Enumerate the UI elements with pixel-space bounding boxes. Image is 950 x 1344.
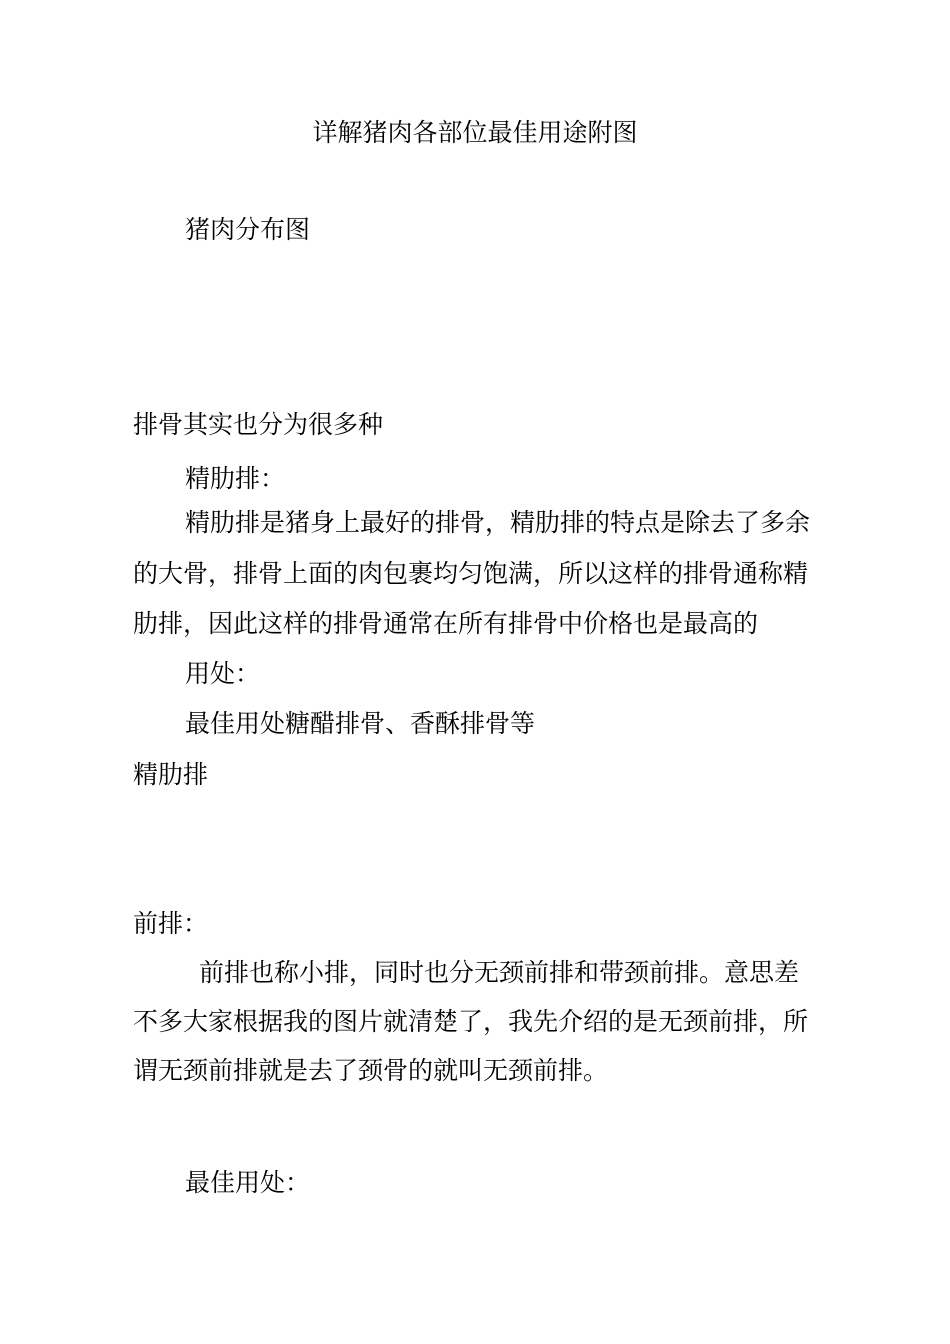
front-ribs-desc-line-2: 不多大家根据我的图片就清楚了，我先介绍的是无颈前排，所 xyxy=(133,1007,809,1036)
lean-ribs-desc-line-1: 精肋排是猪身上最好的排骨，精肋排的特点是除去了多余 xyxy=(185,508,811,537)
lean-ribs-use-label: 用处： xyxy=(185,659,261,688)
front-ribs-desc-line-1: 前排也称小排，同时也分无颈前排和带颈前排。意思差 xyxy=(199,958,800,987)
lean-ribs-caption: 精肋排 xyxy=(133,760,209,789)
lean-ribs-heading: 精肋排： xyxy=(185,464,286,493)
ribs-intro-text: 排骨其实也分为很多种 xyxy=(133,410,384,439)
front-ribs-best-use-label: 最佳用处： xyxy=(185,1168,311,1197)
lean-ribs-desc-line-3: 肋排，因此这样的排骨通常在所有排骨中价格也是最高的 xyxy=(133,609,759,638)
section-heading-pork-map: 猪肉分布图 xyxy=(185,215,311,244)
lean-ribs-desc-line-2: 的大骨，排骨上面的肉包裹均匀饱满，所以这样的排骨通称精 xyxy=(133,559,809,588)
front-ribs-heading: 前排： xyxy=(133,909,209,938)
front-ribs-desc-line-3: 谓无颈前排就是去了颈骨的就叫无颈前排。 xyxy=(133,1056,609,1085)
document-title: 详解猪肉各部位最佳用途附图 xyxy=(312,118,638,147)
lean-ribs-use-text: 最佳用处糖醋排骨、香酥排骨等 xyxy=(185,709,536,738)
